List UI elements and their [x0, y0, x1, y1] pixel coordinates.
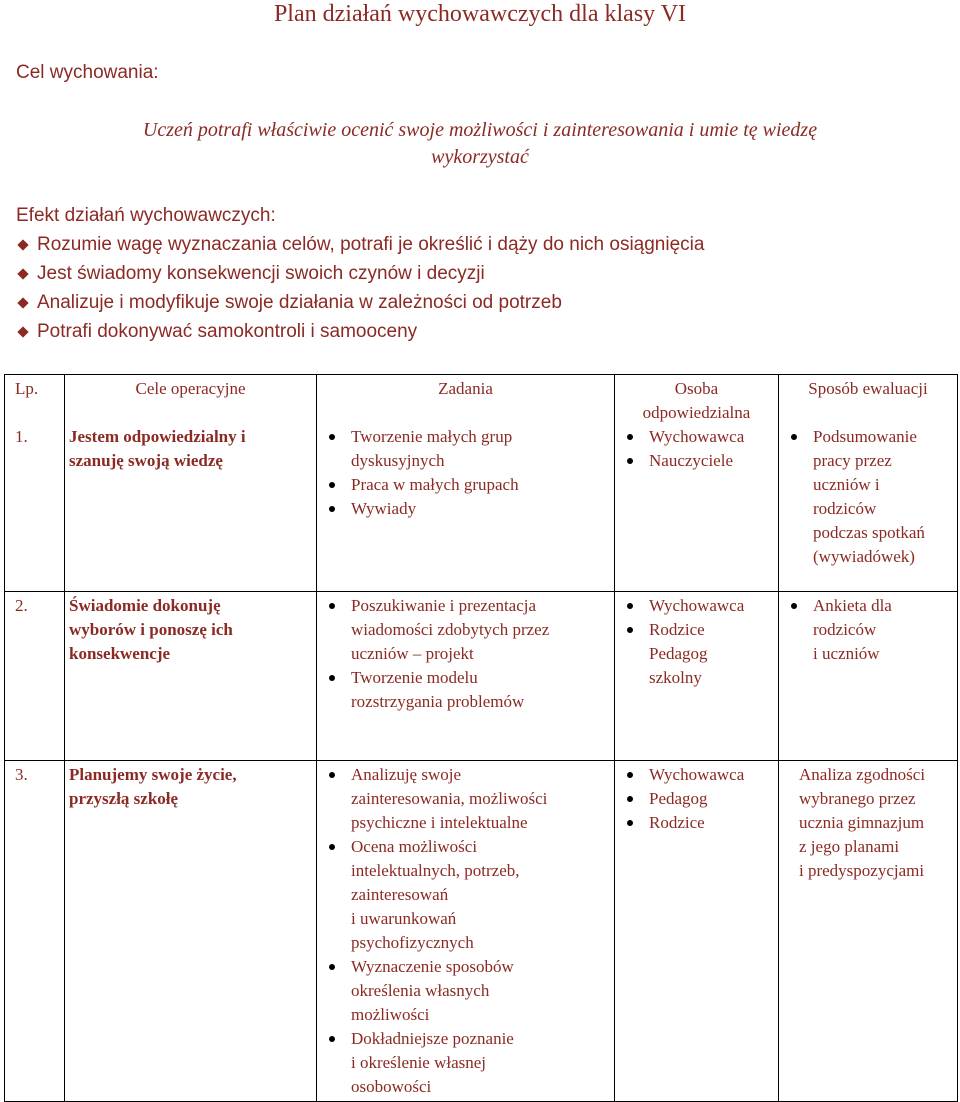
osoba-item — [615, 594, 778, 618]
zadanie-line: Praca w małych grupach — [351, 475, 519, 494]
zadanie-line: psychiczne i intelektualne — [351, 813, 528, 832]
zadanie-item — [317, 666, 614, 714]
zadanie-line: Ocena możliwości — [351, 837, 478, 856]
zadanie-line: uczniów – projekt — [351, 644, 474, 663]
efekt-item-text: Jest świadomy konsekwencji swoich czynów i decyzji — [37, 263, 485, 284]
zadanie-item — [317, 763, 614, 835]
ewaluacja-line: rodziców — [813, 499, 877, 518]
zadanie-line: Dokładniejsze poznanie — [351, 1029, 514, 1048]
cel-line: konsekwencje — [69, 644, 171, 663]
osoba-item — [615, 787, 778, 811]
efekt-item — [16, 288, 704, 317]
cel-wychowania-text — [30, 117, 930, 171]
table-row — [5, 592, 958, 761]
ewaluacja-line: Podsumowanie — [813, 427, 917, 446]
row-ewaluacja — [779, 592, 958, 761]
ewaluacja-line: Analiza zgodności — [799, 765, 926, 784]
row-cel — [65, 592, 317, 761]
osoba-line: Rodzice — [649, 813, 705, 832]
zadanie-item — [317, 835, 614, 955]
zadanie-line: Tworzenie małych grup — [351, 427, 513, 446]
diamond-bullet-icon — [17, 268, 28, 279]
osoba-line: Wychowawca — [649, 596, 745, 615]
ewaluacja-line: uczniów i — [813, 475, 880, 494]
zadanie-line: i uwarunkowań — [351, 909, 457, 928]
ewaluacja-line: podczas spotkań — [813, 523, 925, 542]
osoba-item — [615, 763, 778, 787]
efekt-section — [16, 201, 704, 346]
osoba-line: Nauczyciele — [649, 451, 733, 470]
osoba-line: Wychowawca — [649, 765, 745, 784]
row-lp: 1. — [5, 425, 65, 592]
row-cel — [65, 761, 317, 1102]
zadanie-line: wiadomości zdobytych przez — [351, 620, 550, 639]
zadanie-line: Analizuję swoje — [351, 765, 461, 784]
osoba-line: Pedagog — [649, 644, 708, 663]
efekt-item — [16, 259, 704, 288]
zadanie-line: Wywiady — [351, 499, 417, 518]
header-osoba-line: odpowiedzialna — [642, 403, 751, 422]
plan-table — [4, 374, 958, 1102]
ewaluacja-item — [779, 594, 957, 666]
cel-line: Jestem odpowiedzialny i — [69, 427, 246, 446]
row-osoba — [615, 425, 779, 592]
zadanie-line: określenia własnych — [351, 981, 490, 1000]
osoba-line: Rodzice — [649, 620, 705, 639]
osoba-line: Pedagog — [649, 789, 708, 808]
goal-line: wykorzystać — [431, 146, 529, 168]
zadanie-line: Tworzenie modelu — [351, 668, 478, 687]
zadanie-line: dyskusyjnych — [351, 451, 445, 470]
page-title: Plan działań wychowawczych dla klasy VI — [273, 1, 687, 27]
table-row — [5, 425, 958, 592]
goal-line: Uczeń potrafi właściwie ocenić swoje możliwości i zainteresowania i umie tę wiedzę — [142, 119, 818, 141]
diamond-bullet-icon — [17, 326, 28, 337]
efekt-item — [16, 230, 704, 259]
header-osoba — [615, 375, 779, 426]
efekt-item-text: Analizuje i modyfikuje swoje działania w zależności od potrzeb — [37, 292, 562, 313]
ewaluacja-line: z jego planami — [799, 837, 900, 856]
zadanie-line: zainteresowania, możliwości — [351, 789, 548, 808]
cel-wychowania-label: Cel wychowania: — [16, 62, 159, 83]
osoba-line: Wychowawca — [649, 427, 745, 446]
header-lp: Lp. — [5, 375, 65, 426]
ewaluacja-line: ucznia gimnazjum — [799, 813, 925, 832]
zadanie-line: osobowości — [351, 1077, 432, 1096]
zadanie-line: intelektualnych, potrzeb, — [351, 861, 520, 880]
zadanie-line: możliwości — [351, 1005, 430, 1024]
efekt-item-text: Rozumie wagę wyznaczania celów, potrafi je określić i dąży do nich osiągnięcia — [37, 234, 705, 255]
row-osoba — [615, 592, 779, 761]
header-cele: Cele operacyjne — [65, 375, 317, 426]
ewaluacja-line: (wywiadówek) — [813, 547, 915, 566]
row-lp: 2. — [5, 592, 65, 761]
row-zadania — [317, 761, 615, 1102]
row-cel — [65, 425, 317, 592]
osoba-item — [615, 811, 778, 835]
table-row — [5, 761, 958, 1102]
cel-line: wyborów i ponoszę ich — [69, 620, 233, 639]
ewaluacja-line: pracy przez — [813, 451, 892, 470]
osoba-item — [615, 425, 778, 449]
cel-line: Planujemy swoje życie, — [69, 765, 237, 784]
zadanie-line: Poszukiwanie i prezentacja — [351, 596, 537, 615]
ewaluacja-line: i predyspozycjami — [799, 861, 925, 880]
osoba-line: szkolny — [649, 668, 702, 687]
cel-line: szanuję swoją wiedzę — [69, 451, 223, 470]
zadanie-line: rozstrzygania problemów — [351, 692, 525, 711]
zadanie-item — [317, 594, 614, 666]
efekt-item-text: Potrafi dokonywać samokontroli i samooceny — [37, 321, 418, 342]
diamond-bullet-icon — [17, 239, 28, 250]
efekt-heading: Efekt działań wychowawczych: — [16, 205, 276, 226]
row-lp: 3. — [5, 761, 65, 1102]
row-ewaluacja — [779, 425, 958, 592]
zadanie-line: zainteresowań — [351, 885, 449, 904]
cel-line: Świadomie dokonuję — [69, 596, 221, 615]
zadanie-item — [317, 955, 614, 1027]
row-ewaluacja — [779, 761, 958, 1102]
osoba-item — [615, 618, 778, 690]
header-zadania: Zadania — [317, 375, 615, 426]
zadanie-line: Wyznaczenie sposobów — [351, 957, 514, 976]
diamond-bullet-icon — [17, 297, 28, 308]
header-osoba-line: Osoba — [674, 379, 719, 398]
ewaluacja-line: rodziców — [813, 620, 877, 639]
zadanie-line: i określenie własnej — [351, 1053, 487, 1072]
header-sposob: Sposób ewaluacji — [779, 375, 958, 426]
row-osoba — [615, 761, 779, 1102]
zadanie-item — [317, 497, 614, 521]
cel-line: przyszłą szkołę — [69, 789, 179, 808]
ewaluacja-line: wybranego przez — [799, 789, 916, 808]
zadanie-item — [317, 1027, 614, 1099]
ewaluacja-line: Ankieta dla — [813, 596, 892, 615]
zadanie-item — [317, 425, 614, 473]
zadanie-item — [317, 473, 614, 497]
row-zadania — [317, 592, 615, 761]
efekt-item — [16, 317, 704, 346]
zadanie-line: psychofizycznych — [351, 933, 474, 952]
ewaluacja-text — [779, 763, 957, 883]
osoba-item — [615, 449, 778, 473]
ewaluacja-line: i uczniów — [813, 644, 880, 663]
ewaluacja-item — [779, 425, 957, 569]
row-zadania — [317, 425, 615, 592]
table-header-row — [5, 375, 958, 426]
